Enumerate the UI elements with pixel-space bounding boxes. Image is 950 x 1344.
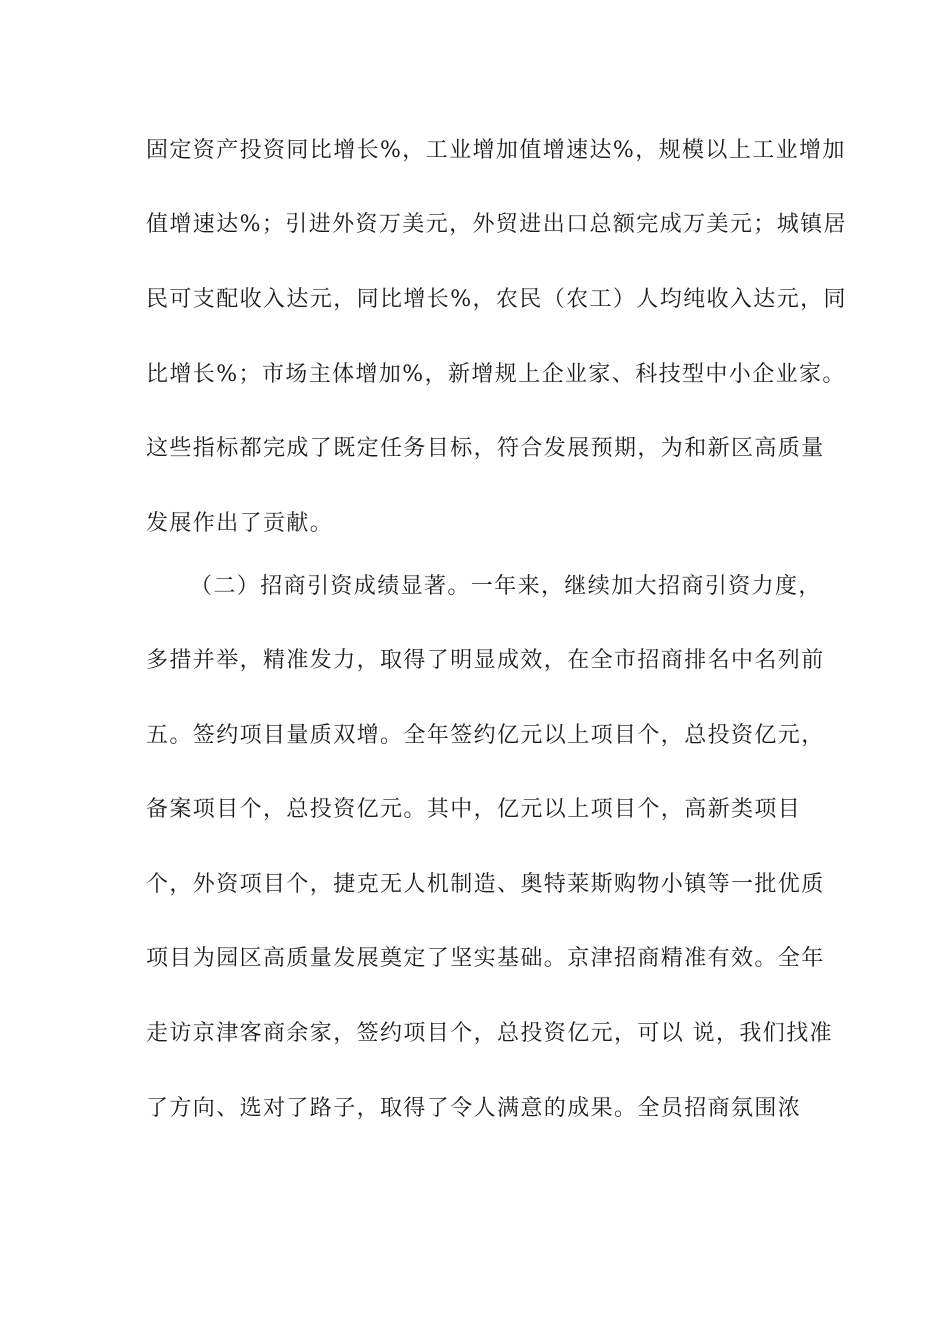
paragraph-line: 个，外资项目个，捷克无人机制造、奥特莱斯购物小镇等一批优质 [146,872,825,897]
paragraph-line: 备案项目个，总投资亿元。其中，亿元以上项目个，高新类项目 [146,797,802,822]
paragraph-line: 值增速达%；引进外资万美元，外贸进出口总额完成万美元；城镇居 [146,212,847,237]
paragraph-line: 走访京津客商余家，签约项目个，总投资亿元，可以 说，我们找准 [146,1021,833,1046]
paragraph-line: 项目为园区高质量发展奠定了坚实基础。京津招商精准有效。全年 [146,946,825,971]
paragraph-line: 民可支配收入达元，同比增长%，农民（农工）人均纯收入达元，同 [146,287,847,312]
paragraph-line: 了方向、选对了路子，取得了令人满意的成果。全员招商氛围浓 [146,1096,802,1121]
paragraph-line: 发展作出了贡献。 [146,511,334,536]
paragraph-line: 多措并举，精准发力，取得了明显成效，在全市招商排名中名列前 [146,648,825,673]
paragraph-line: 比增长%；市场主体增加%，新增规上企业家、科技型中小企业家。 [146,362,846,387]
paragraph-line: 固定资产投资同比增长%，工业增加值增速达%，规模以上工业增加 [146,138,846,163]
paragraph-line: 这些指标都完成了既定任务目标，符合发展预期，为和新区高质量 [146,436,825,461]
paragraph-line: 五。签约项目量质双增。全年签约亿元以上项目个，总投资亿元， [146,723,825,748]
section-heading-line: （二）招商引资成绩显著。一年来，继续加大招商引资力度， [190,574,822,599]
